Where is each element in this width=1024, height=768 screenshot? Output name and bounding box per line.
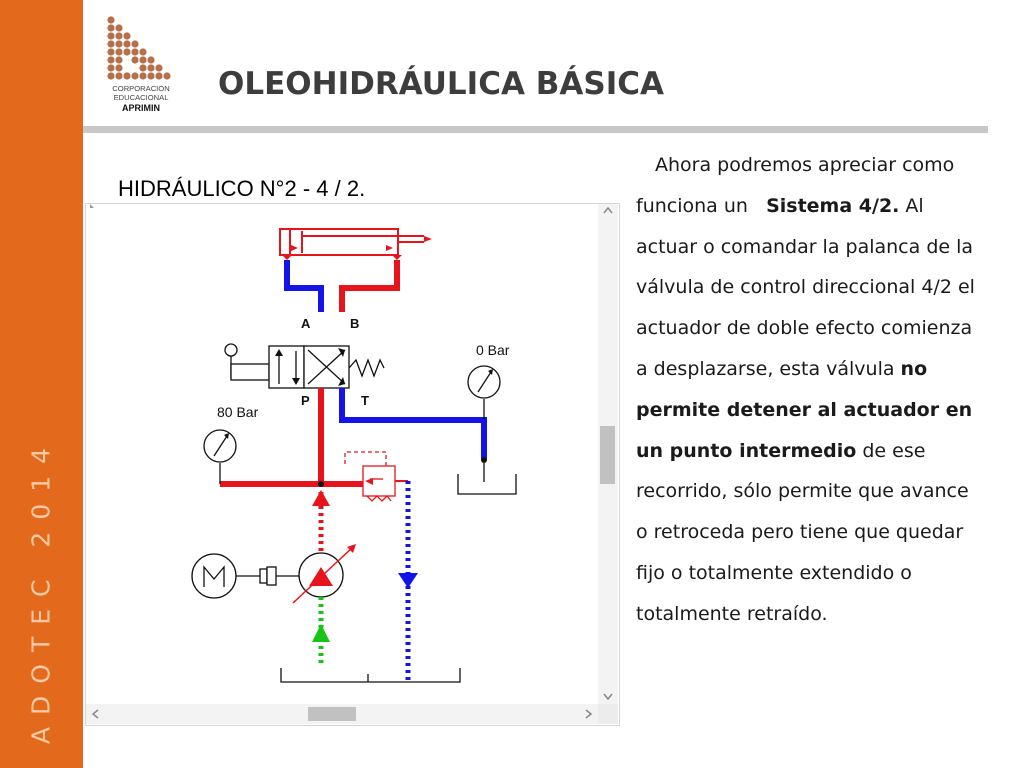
bold-sistema: Sistema 4/2. bbox=[766, 194, 900, 217]
explanation-ending: de ese recorrido, sólo permite que avance o retroceda pero tiene que quedar fijo o totalmente extendido o totalmente retraído. bbox=[636, 439, 969, 625]
logo-line1: CORPORACION bbox=[112, 84, 170, 93]
hydraulic-pump bbox=[293, 544, 356, 603]
relief-valve bbox=[345, 452, 408, 501]
bold-no-permite: no permite detener al actuador en un punto intermedio bbox=[636, 357, 973, 462]
explanation-intro: Ahora podremos apreciar como funciona un bbox=[636, 154, 955, 217]
hydraulic-circuit-diagram bbox=[86, 204, 619, 725]
diagram-caption: HIDRÁULICO N°2 - 4 / 2. bbox=[118, 176, 366, 201]
logo-line3: APRIMIN bbox=[122, 103, 160, 113]
pressure-gauge-left bbox=[204, 430, 236, 484]
diagram-viewer bbox=[85, 203, 620, 726]
page-title: OLEOHIDRÁULICA BÁSICA bbox=[218, 66, 664, 102]
double-acting-cylinder bbox=[280, 229, 432, 260]
sidebar bbox=[0, 0, 83, 768]
explanation-middle: Al actuar o comandar la palanca de la válvula de control direccional 4/2 el actuador de doble efecto comienza a desplazarse, esta válvula bbox=[636, 194, 975, 380]
vertical-scroll-thumb[interactable] bbox=[600, 426, 615, 484]
horizontal-scroll-thumb[interactable] bbox=[308, 707, 356, 721]
port-p-label: P bbox=[301, 393, 310, 408]
line-b-pressure bbox=[342, 260, 397, 312]
electric-motor bbox=[192, 554, 299, 598]
gauge-left-label: 80 Bar bbox=[217, 404, 259, 420]
directional-valve-4-2 bbox=[225, 344, 384, 388]
pressure-gauge-right bbox=[468, 366, 500, 419]
port-a-label: A bbox=[301, 316, 311, 331]
port-b-label: B bbox=[350, 316, 360, 331]
vertical-scrollbar[interactable] bbox=[598, 204, 618, 704]
suction-flow-arrow bbox=[312, 624, 330, 642]
return-flow-arrow bbox=[398, 573, 418, 588]
tank-bottom bbox=[281, 668, 460, 682]
tank-right bbox=[458, 474, 516, 494]
explanation-paragraph bbox=[636, 145, 981, 635]
pressure-flow-arrow bbox=[312, 490, 330, 506]
horizontal-scrollbar[interactable] bbox=[86, 704, 598, 724]
explanation-text bbox=[636, 145, 981, 635]
title-divider bbox=[83, 126, 988, 133]
sidebar-vertical-text: ADOTEC 2014 bbox=[26, 435, 56, 745]
gauge-right-label: 0 Bar bbox=[476, 342, 510, 358]
logo-line2: EDUCACIONAL bbox=[113, 93, 169, 102]
port-t-label: T bbox=[361, 393, 369, 408]
aprimin-logo bbox=[100, 12, 182, 120]
line-a-return bbox=[287, 260, 321, 312]
